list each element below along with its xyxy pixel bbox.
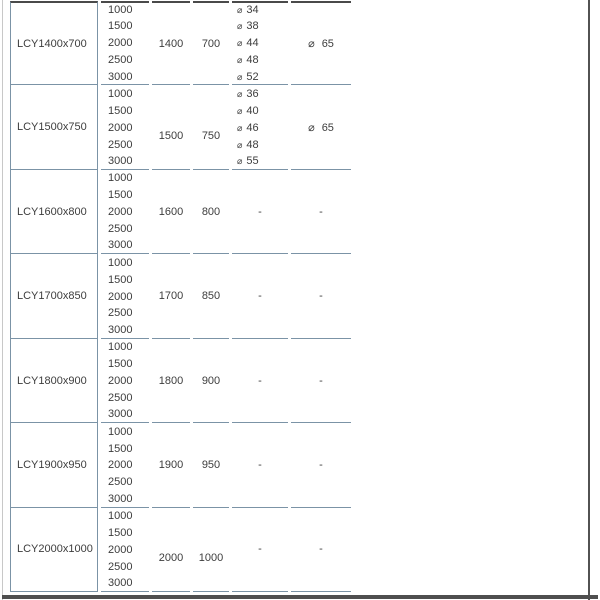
width-cell: 1600 — [152, 170, 190, 254]
table-row — [10, 423, 351, 440]
page-right-border — [588, 0, 590, 600]
height-cell: 900 — [193, 339, 229, 423]
table-row — [10, 339, 351, 356]
no-value-dash: - — [291, 170, 351, 254]
height-cell: 850 — [193, 254, 229, 338]
turning-diameter-value: 34 — [246, 4, 259, 17]
width-value: 1500 — [158, 130, 184, 143]
length-cell: 3000 — [101, 237, 149, 254]
length-cell: 1000 — [108, 425, 133, 438]
height-value: 750 — [201, 130, 221, 143]
height-cell: 950 — [193, 423, 229, 507]
turning-diameter-cell — [232, 69, 288, 86]
length-cell: 2500 — [108, 560, 133, 573]
length-cell: 2000 — [108, 121, 133, 134]
length-cell: 2000 — [108, 543, 133, 556]
no-value-dash: - — [232, 508, 288, 592]
length-cell: 1500 — [108, 442, 133, 455]
width-cell: 1700 — [152, 254, 190, 338]
length-cell: 1500 — [108, 104, 133, 117]
length-cell: 1000 — [108, 256, 133, 269]
diameter-icon: ⌀ — [237, 55, 243, 66]
diameter-icon: ⌀ — [308, 38, 315, 51]
length-cell: 2000 — [108, 459, 133, 472]
turning-diameter-cell — [232, 52, 288, 69]
length-cell: 1500 — [108, 527, 133, 540]
diameter-icon: ⌀ — [237, 139, 243, 150]
length-cell: 2000 — [108, 37, 133, 50]
model-cell: LCY2000x1000 — [10, 508, 98, 592]
diameter-icon: ⌀ — [237, 71, 243, 82]
length-cell: 2500 — [108, 307, 133, 320]
length-cell: 2500 — [108, 391, 133, 404]
model-cell: LCY1500x750 — [10, 85, 98, 169]
width-cell: 1800 — [152, 339, 190, 423]
turning-diameter-cell — [232, 18, 288, 35]
length-cell: 1000 — [108, 87, 133, 100]
diameter-icon: ⌀ — [237, 5, 243, 16]
turning-diameter-value: 44 — [246, 37, 259, 50]
width-cell: 1900 — [152, 423, 190, 507]
turning-diameter-value: 48 — [246, 138, 259, 151]
no-value-dash: - — [291, 508, 351, 592]
height-cell — [193, 85, 229, 169]
length-cell: 3000 — [101, 406, 149, 423]
turning-diameter-value: 38 — [246, 20, 259, 33]
diameter-icon: ⌀ — [237, 122, 243, 133]
turning-diameter-cell — [232, 119, 288, 136]
length-cell: 3000 — [101, 491, 149, 508]
length-cell: 1500 — [108, 273, 133, 286]
length-cell: 1500 — [108, 189, 133, 202]
turning-diameter-cell — [232, 85, 288, 102]
height-cell: 700 — [193, 1, 229, 85]
length-cell: 1000 — [108, 341, 133, 354]
no-value-dash: - — [232, 423, 288, 507]
table-row — [10, 85, 351, 102]
diameter-icon: ⌀ — [308, 121, 315, 134]
no-value-dash: - — [232, 339, 288, 423]
length-cell: 2500 — [108, 223, 133, 236]
spec-table — [7, 1, 354, 592]
width-value: 2000 — [158, 552, 184, 565]
length-cell: 3000 — [101, 153, 149, 170]
diameter-icon: ⌀ — [237, 155, 243, 166]
model-cell: LCY1900x950 — [10, 423, 98, 507]
no-value-dash: - — [232, 170, 288, 254]
length-cell: 2000 — [108, 206, 133, 219]
length-cell: 1500 — [108, 20, 133, 33]
turning-diameter-cell — [232, 136, 288, 153]
turning-diameter-cell — [232, 153, 288, 170]
diameter-icon: ⌀ — [237, 105, 243, 116]
width-cell — [152, 508, 190, 592]
model-cell: LCY1400x700 — [10, 1, 98, 85]
turning-diameter-value: 55 — [246, 154, 259, 167]
model-cell: LCY1600x800 — [10, 170, 98, 254]
table-row — [10, 170, 351, 187]
page-left-border — [2, 0, 3, 600]
length-cell: 2000 — [108, 290, 133, 303]
length-cell: 2500 — [108, 54, 133, 67]
table-row — [10, 254, 351, 271]
length-cell: 3000 — [101, 69, 149, 86]
length-cell: 1000 — [101, 1, 149, 18]
turning-diameter-cell — [232, 35, 288, 52]
height-value: 1000 — [198, 552, 224, 565]
no-value-dash: - — [291, 339, 351, 423]
length-cell: 1500 — [108, 358, 133, 371]
no-value-dash: - — [291, 423, 351, 507]
turning-diameter-cell — [232, 1, 288, 18]
turning-diameter-value: 40 — [246, 104, 259, 117]
no-value-dash: - — [232, 254, 288, 338]
no-value-dash: - — [291, 254, 351, 338]
height-cell: 800 — [193, 170, 229, 254]
model-cell: LCY1800x900 — [10, 339, 98, 423]
turning-diameter-value: 52 — [246, 70, 259, 83]
model-cell: LCY1700x850 — [10, 254, 98, 338]
turning-diameter-value: 48 — [246, 54, 259, 67]
length-cell: 1000 — [108, 510, 133, 523]
page-bottom-bar — [2, 595, 598, 599]
turning-diameter-value: 46 — [246, 121, 259, 134]
length-cell: 3000 — [101, 322, 149, 339]
spindle-bore-cell — [291, 85, 351, 169]
turning-diameter-value: 36 — [246, 87, 259, 100]
width-cell: 1400 — [152, 1, 190, 85]
length-cell: 2500 — [108, 138, 133, 151]
length-cell: 1000 — [108, 172, 133, 185]
diameter-icon: ⌀ — [237, 88, 243, 99]
length-cell: 2000 — [108, 375, 133, 388]
spindle-bore-value: 65 — [321, 38, 334, 51]
table-row — [10, 1, 351, 18]
table-row — [10, 508, 351, 525]
height-cell — [193, 508, 229, 592]
length-cell: 2500 — [108, 476, 133, 489]
spindle-bore-value: 65 — [321, 121, 334, 134]
turning-diameter-cell — [232, 102, 288, 119]
diameter-icon: ⌀ — [237, 38, 243, 49]
width-cell — [152, 85, 190, 169]
diameter-icon: ⌀ — [237, 21, 243, 32]
spindle-bore-cell — [291, 1, 351, 85]
length-cell: 3000 — [101, 575, 149, 592]
